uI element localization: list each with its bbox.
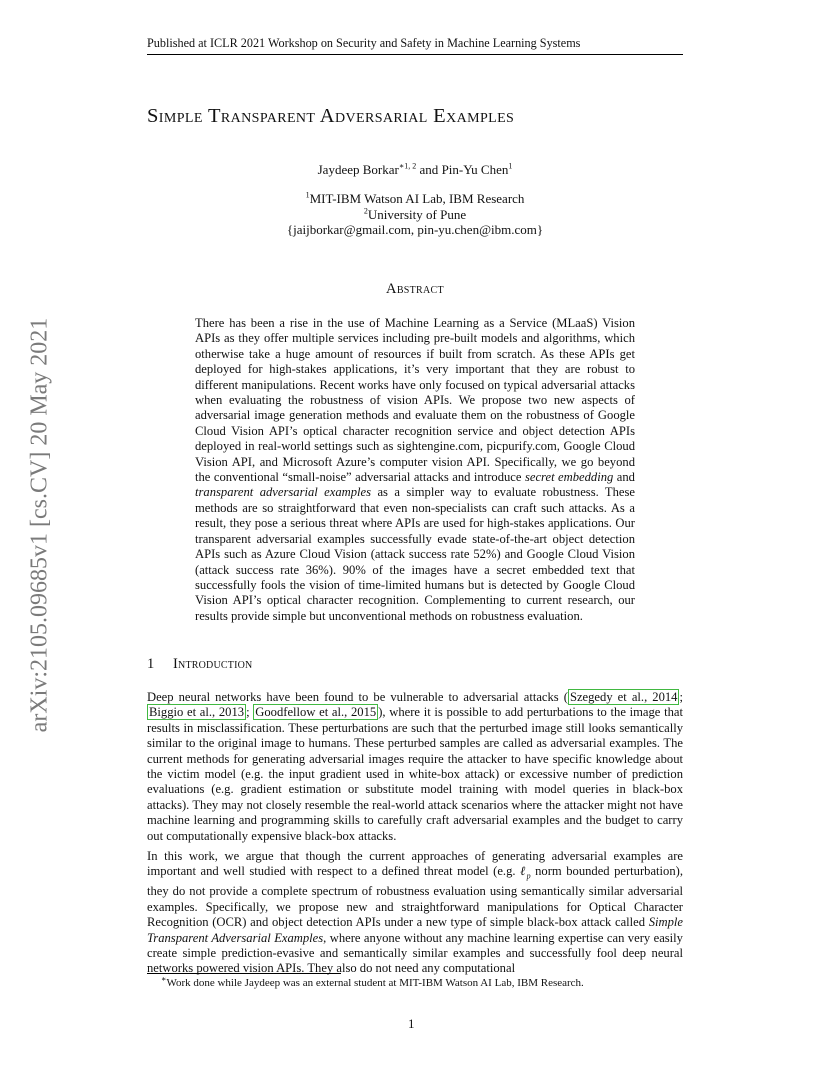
citation-separator: ; bbox=[246, 705, 254, 720]
intro-p2-text-2: norm bounded perturbation), they do not provide a complete spectrum of robustness evaluation using semantically similar adversarial examples. Specifically, we propose new and straightforward manipulations for Optical Character Recognition (OCR) and object detection APIs under a new type of simple black-box attack called bbox=[147, 864, 683, 930]
affil-2: University of Pune bbox=[367, 206, 467, 222]
footnote-text: Work done while Jaydeep was an external student at MIT-IBM Watson AI Lab, IBM Research. bbox=[166, 977, 584, 989]
abstract-text-1: There has been a rise in the use of Machine Learning as a Service (MLaaS) Vision APIs as they offer multiple services including pre-built models and algorithms, which otherwise take a huge amount of resources if built from scratch. As these APIs get deployed for high-stakes applications, it’s very important that they are robust to different manipulations. Recent works have only focused on typical adversarial attacks when evaluating the robustness of vision APIs. We propose two new aspects of adversarial image generation methods and evaluate them on the robustness of Google Cloud Vision API’s optical character recognition service and object detection APIs deployed in real-world settings such as sightengine.com, picpurify.com, Google Cloud Vision API, and Microsoft Azure’s computer vision API. Specifically, we go beyond the conventional “small-noise” adversarial attacks and introduce bbox=[195, 316, 635, 485]
affiliations bbox=[147, 191, 683, 238]
intro-p2-emphasis: Simple Transparent Adversarial Examples bbox=[147, 915, 683, 945]
author-2: Pin-Yu Chen bbox=[441, 162, 509, 177]
author-1-marks: ∗1, 2 bbox=[398, 161, 417, 171]
paper-title: Simple Transparent Adversarial Examples bbox=[147, 105, 515, 127]
abstract-emphasis-1: secret embedding bbox=[524, 470, 614, 485]
author-emails: {jaijborkar@gmail.com, pin-yu.chen@ibm.com} bbox=[286, 222, 544, 237]
author-line bbox=[147, 162, 683, 178]
arxiv-identifier[interactable]: arXiv:2105.09685v1 [cs.CV] 20 May 2021 bbox=[26, 317, 53, 733]
author-2-marks: 1 bbox=[508, 161, 513, 171]
section-number: 1 bbox=[147, 656, 155, 672]
citation-separator: ; bbox=[679, 690, 683, 704]
page-number: 1 bbox=[408, 1016, 415, 1031]
footnote bbox=[161, 974, 584, 989]
citation-link[interactable]: Goodfellow et al., 2015 bbox=[255, 705, 377, 720]
intro-p1-text-2: ), where it is possible to add perturbations to the image that results in misclassification. These perturbations are such that the perturbed image still looks semantically similar to the original image to humans. These perturbed samples are called as adversarial examples. The current methods for generating adversarial images require the attacker to have specific knowledge about the victim model (e.g. the input gradient used in white-box attack) or excessive number of prediction evaluations (e.g. gradient estimation or substitute model training with model queries in black-box attacks). They may not closely resemble the real-world attack scenarios where the attacker might not have machine learning and programming skills to carefully craft adversarial examples and the budget to carry out computationally expensive black-box attacks. bbox=[147, 705, 683, 843]
intro-paragraph-1 bbox=[147, 690, 683, 844]
affil-1-mark: 1 bbox=[305, 190, 310, 200]
abstract-text-3: as a simpler way to evaluate robustness. These methods are so straightforward that even non-specialists can craft such attacks. As a result, they pose a serious threat where APIs are used for high-stakes applications. Our transparent adversarial examples successfully evade state-of-the-art object detection APIs such as Azure Cloud Vision (attack success rate 52%) and Google Cloud Vision (attack success rate 36%). 90% of the images have a secret embedded text that successfully fools the vision of time-limited humans but is detected by Google Cloud Vision API’s optical character recognition. Complementing to current research, our results provide simple but unconventional methods on robustness evaluation. bbox=[195, 485, 636, 623]
math-ell: ℓ bbox=[520, 864, 527, 879]
abstract-text-2: and bbox=[613, 470, 635, 485]
affil-2-mark: 2 bbox=[363, 206, 368, 216]
citation-link[interactable]: Szegedy et al., 2014 bbox=[569, 690, 678, 704]
abstract-body bbox=[195, 316, 635, 624]
abstract-emphasis-2: transparent adversarial examples bbox=[195, 485, 372, 500]
section-title: Introduction bbox=[173, 656, 253, 672]
intro-p1-text-1: Deep neural networks have been found to be vulnerable to adversarial attacks ( bbox=[147, 690, 568, 704]
intro-p2-text-1: In this work, we argue that though the current approaches of generating adversarial examples are important and well studied with respect to a defined threat model (e.g. bbox=[147, 849, 683, 879]
section-heading bbox=[147, 656, 252, 673]
abstract-heading: Abstract bbox=[386, 281, 444, 297]
math-subscript-p: p bbox=[526, 871, 531, 881]
citation-link[interactable]: Biggio et al., 2013 bbox=[149, 705, 245, 720]
author-conjunction: and bbox=[419, 162, 439, 177]
footnote-rule bbox=[147, 973, 341, 974]
affil-1: MIT-IBM Watson AI Lab, IBM Research bbox=[309, 191, 525, 206]
intro-paragraph-2 bbox=[147, 849, 683, 977]
author-1: Jaydeep Borkar bbox=[317, 162, 399, 177]
running-header: Published at ICLR 2021 Workshop on Security and Safety in Machine Learning Systems bbox=[147, 36, 683, 55]
intro-p2-text-3: , where anyone without any machine learning expertise can very easily create simple prediction-evasive and semantically similar examples and successfully fool deep neural networks powered vision APIs. They also do not need any computational bbox=[147, 930, 683, 976]
footnote-mark: ∗ bbox=[161, 974, 167, 984]
